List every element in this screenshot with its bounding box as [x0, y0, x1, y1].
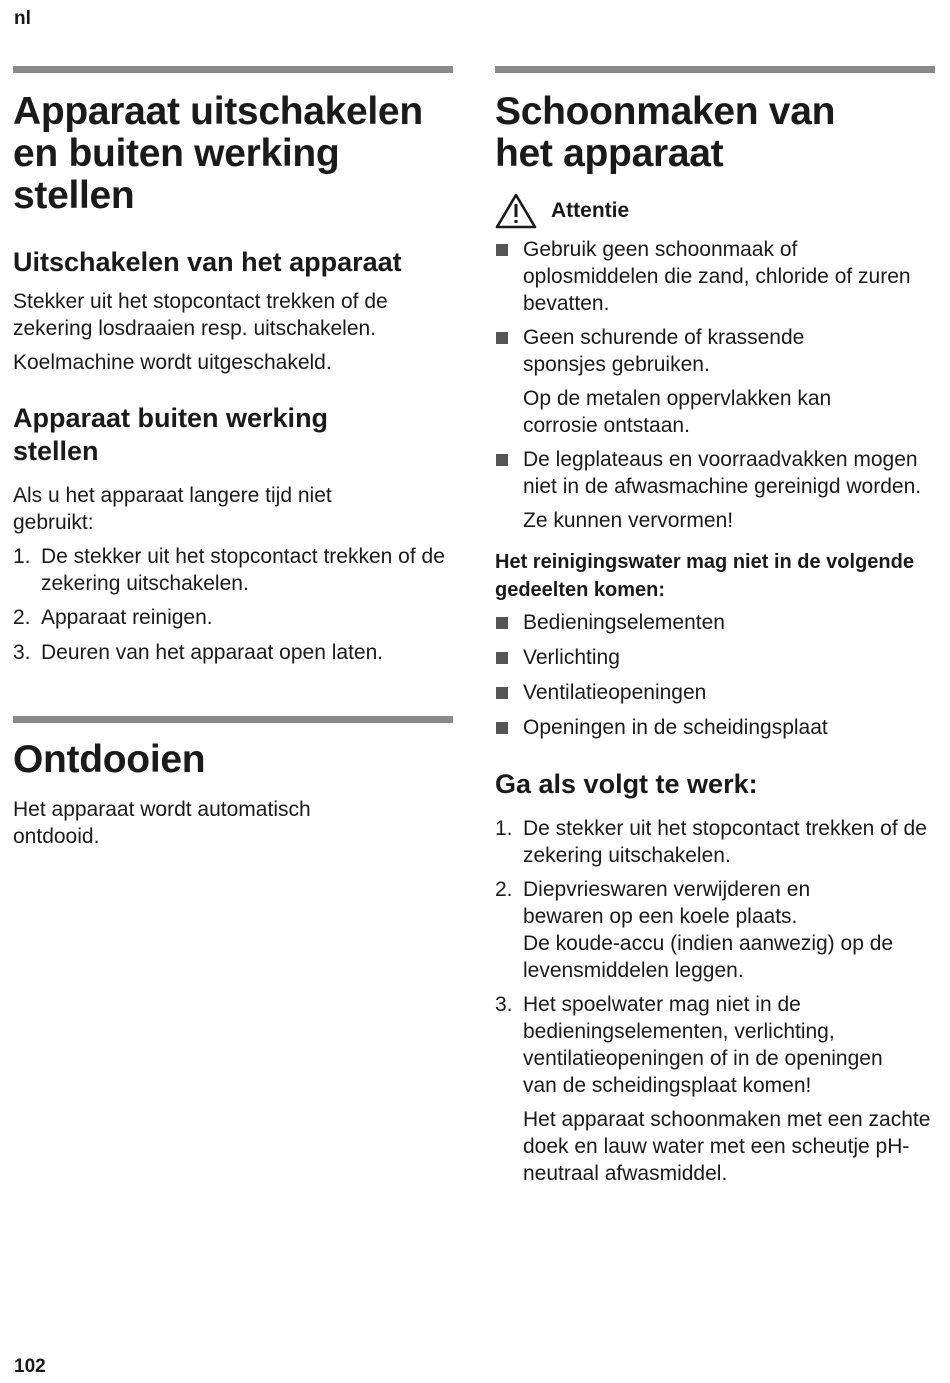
list-item-text: Verlichting	[523, 646, 620, 669]
page-number: 102	[14, 1356, 46, 1377]
list-item	[495, 324, 935, 378]
section-rule	[495, 66, 935, 73]
list-item	[495, 815, 935, 869]
switch-off-text: Stekker uit het stopcontact trekken of de zekering losdraaien resp. uitschakelen.	[13, 290, 388, 340]
section-title-switch-off: Apparaat uitschakelen en buiten werking stellen	[13, 90, 423, 217]
step-text: De stekker uit het stopcontact trekken of de zekering uitschakelen.	[523, 817, 927, 867]
procedure-steps	[495, 815, 935, 1187]
list-item	[495, 991, 935, 1099]
bullet-icon	[495, 644, 523, 671]
step-text: Het spoelwater mag niet in de bedieningselementen, verlichting, ventilatieopeningen of in de openingen van de scheidingsplaat komen!	[523, 993, 883, 1097]
step-extra: De koude-accu (indien aanwezig) op de levensmiddelen leggen.	[523, 932, 894, 982]
defrost-text: Het apparaat wordt automatisch ontdooid.	[13, 798, 311, 848]
step-number: 2.	[495, 878, 513, 901]
step-body	[523, 876, 935, 984]
section-rule	[13, 716, 453, 723]
warning-triangle-icon	[495, 193, 537, 229]
step-text: De stekker uit het stopcontact trekken of de zekering uitschakelen.	[41, 545, 445, 595]
step-number: 3.	[13, 641, 31, 664]
step-number: 1.	[495, 817, 513, 840]
bullet-icon	[495, 324, 523, 378]
procedure-heading: Ga als volgt te werk:	[495, 769, 758, 799]
list-item	[13, 639, 453, 666]
right-column	[495, 66, 935, 1187]
list-item	[495, 876, 935, 984]
section-title-defrost: Ontdooien	[13, 738, 206, 781]
heading-decommission: Apparaat buiten werking stellen	[13, 403, 329, 466]
list-item	[13, 604, 453, 631]
list-item	[495, 644, 935, 671]
language-code: nl	[14, 8, 31, 29]
switch-off-result: Koelmachine wordt uitgeschakeld.	[13, 351, 332, 374]
list-item-text: Gebruik geen schoonmaak of oplosmiddelen die zand, chloride of zuren bevatten.	[523, 238, 911, 315]
step-number: 1.	[13, 545, 31, 568]
procedure-closing: Het apparaat schoonmaken met een zachte doek en lauw water met een scheutje pH-neutraal afwasmiddel.	[523, 1108, 931, 1185]
list-item-text: Openingen in de scheidingsplaat	[523, 716, 828, 739]
section-rule	[13, 66, 453, 73]
list-item-text: De legplateaus en voorraadvakken mogen niet in de afwasmachine gereinigd worden.	[523, 448, 922, 498]
list-item	[495, 236, 935, 317]
bullet-icon	[495, 679, 523, 706]
list-item	[495, 714, 935, 741]
step-number: 3.	[495, 993, 513, 1016]
list-item-note: Ze kunnen vervormen!	[523, 509, 734, 532]
section-title-cleaning: Schoonmaken van het apparaat	[495, 90, 836, 175]
bullet-icon	[495, 609, 523, 636]
step-number: 2.	[13, 606, 31, 629]
step-text: Diepvrieswaren verwijderen en bewaren op een koele plaats.	[523, 878, 811, 928]
warning-label: Attentie	[551, 199, 630, 222]
list-item	[495, 679, 935, 706]
step-text: Apparaat reinigen.	[41, 606, 213, 629]
list-item	[13, 543, 453, 597]
warning-header	[495, 193, 935, 229]
list-item-text: Ventilatieopeningen	[523, 681, 707, 704]
list-item	[495, 609, 935, 636]
water-list	[495, 609, 935, 741]
decommission-intro: Als u het apparaat langere tijd niet gebruikt:	[13, 484, 332, 534]
heading-switch-off: Uitschakelen van het apparaat	[13, 247, 402, 277]
list-item-text: Bedieningselementen	[523, 611, 725, 634]
decommission-steps	[13, 543, 453, 666]
bullet-icon	[495, 236, 523, 317]
bullet-icon	[495, 714, 523, 741]
list-item	[495, 446, 935, 500]
step-text: Deuren van het apparaat open laten.	[41, 641, 384, 664]
bullet-icon	[495, 446, 523, 500]
warning-list	[495, 236, 935, 534]
water-heading: Het reinigingswater mag niet in de volgende gedeelten komen:	[495, 551, 914, 601]
list-item-text: Geen schurende of krassende sponsjes gebruiken.	[523, 326, 805, 376]
left-column	[13, 66, 453, 850]
list-item-note: Op de metalen oppervlakken kan corrosie ontstaan.	[523, 387, 832, 437]
